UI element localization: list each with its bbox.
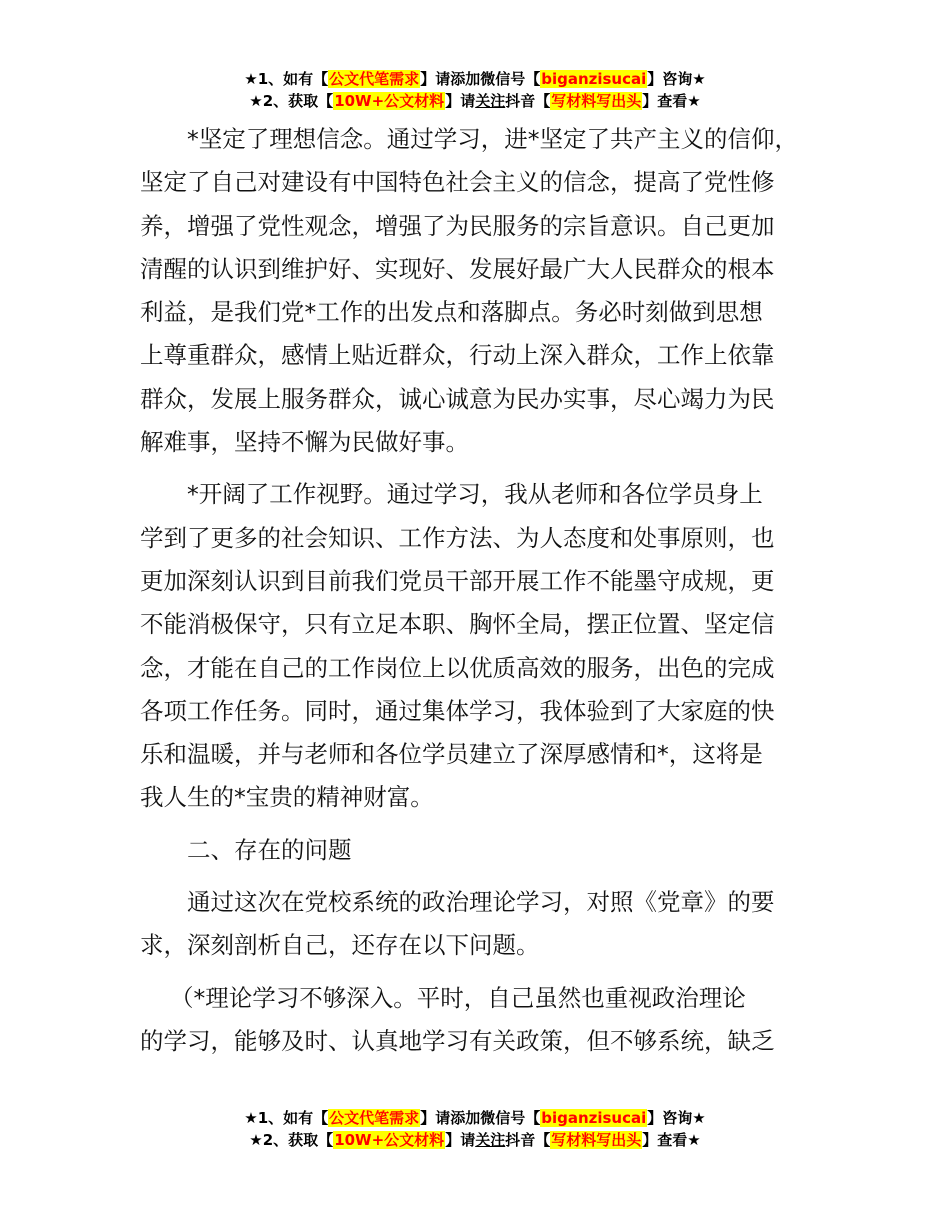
banner-text: ★1、如有【: [244, 1109, 329, 1127]
banner-highlight: 公文代笔需求: [329, 70, 420, 88]
banner-text: ★2、获取【: [249, 92, 334, 110]
banner-text: ★1、如有【: [244, 70, 329, 88]
text-line: 坚定了自己对建设有中国特色社会主义的信念，提高了党性修: [140, 168, 775, 197]
banner-text: 】请添加微信号【: [420, 1109, 541, 1127]
text-line: *开阔了工作视野。通过学习，我从老师和各位学员身上: [187, 480, 763, 509]
banner-highlight: biganzisucai: [541, 70, 647, 88]
header-banner: [0, 68, 950, 112]
paragraph-theory: [140, 977, 830, 1064]
text-line: （*理论学习不够深入。平时，自己虽然也重视政治理论: [170, 983, 746, 1012]
text-line: 养，增强了党性观念，增强了为民服务的宗旨意识。自己更加: [140, 211, 775, 240]
banner-highlight: 写材料写出头: [551, 1131, 642, 1149]
text-line: 解难事，坚持不懈为民做好事。: [140, 428, 469, 457]
banner-line-1: [0, 1107, 950, 1129]
banner-highlight: 10W+公文材料: [334, 92, 445, 110]
text-line: 各项工作任务。同时，通过集体学习，我体验到了大家庭的快: [140, 696, 775, 725]
banner-underline: 关注: [475, 92, 506, 110]
banner-highlight: 公文代笔需求: [329, 1109, 420, 1127]
text-line: 学到了更多的社会知识、工作方法、为人态度和处事原则，也: [140, 523, 775, 552]
banner-line-2: [0, 90, 950, 112]
section-heading: [140, 829, 830, 872]
text-line: 群众，发展上服务群众，诚心诚意为民办实事，尽心竭力为民: [140, 384, 775, 413]
banner-text: 】咨询★: [647, 1109, 706, 1127]
banner-highlight: biganzisucai: [541, 1109, 647, 1127]
text-line: 乐和温暖，并与老师和各位学员建立了深厚感情和*，这将是: [140, 740, 763, 769]
banner-highlight: 10W+公文材料: [334, 1131, 445, 1149]
banner-text: 抖音【: [505, 92, 551, 110]
text-line: 不能消极保守，只有立足本职、胸怀全局，摆正位置、坚定信: [140, 610, 775, 639]
banner-underline: 关注: [475, 1131, 506, 1149]
text-line: 的学习，能够及时、认真地学习有关政策，但不够系统，缺乏: [140, 1026, 775, 1055]
text-line: 我人生的*宝贵的精神财富。: [140, 783, 434, 812]
banner-line-1: [0, 68, 950, 90]
footer-banner: [0, 1107, 950, 1151]
banner-highlight: 写材料写出头: [551, 92, 642, 110]
banner-text: 】请: [445, 92, 476, 110]
paragraph-intro-problems: [140, 881, 830, 968]
banner-text: 】咨询★: [647, 70, 706, 88]
text-line: 更加深刻认识到目前我们党员干部开展工作不能墨守成规，更: [140, 566, 775, 595]
text-line: 上尊重群众，感情上贴近群众，行动上深入群众，工作上依靠: [140, 341, 775, 370]
document-body: [140, 118, 830, 1072]
text-line: 清醒的认识到维护好、实现好、发展好最广大人民群众的根本: [140, 254, 775, 283]
heading-line: 二、存在的问题: [187, 835, 352, 864]
banner-text: 】查看★: [642, 1131, 701, 1149]
text-line: 求，深刻剖析自己，还存在以下问题。: [140, 931, 540, 960]
banner-text: 】请: [445, 1131, 476, 1149]
banner-text: ★2、获取【: [249, 1131, 334, 1149]
banner-text: 抖音【: [505, 1131, 551, 1149]
banner-line-2: [0, 1129, 950, 1151]
banner-text: 】请添加微信号【: [420, 70, 541, 88]
text-line: 通过这次在党校系统的政治理论学习，对照《党章》的要: [187, 888, 775, 917]
text-line: 念，才能在自己的工作岗位上以优质高效的服务，出色的完成: [140, 653, 775, 682]
paragraph-vision: [140, 473, 830, 819]
text-line: *坚定了理想信念。通过学习，进*坚定了共产主义的信仰，: [187, 125, 798, 153]
text-line: 利益，是我们党*工作的出发点和落脚点。务必时刻做到思想: [140, 298, 763, 327]
paragraph-ideals: [140, 118, 830, 464]
banner-text: 】查看★: [642, 92, 701, 110]
